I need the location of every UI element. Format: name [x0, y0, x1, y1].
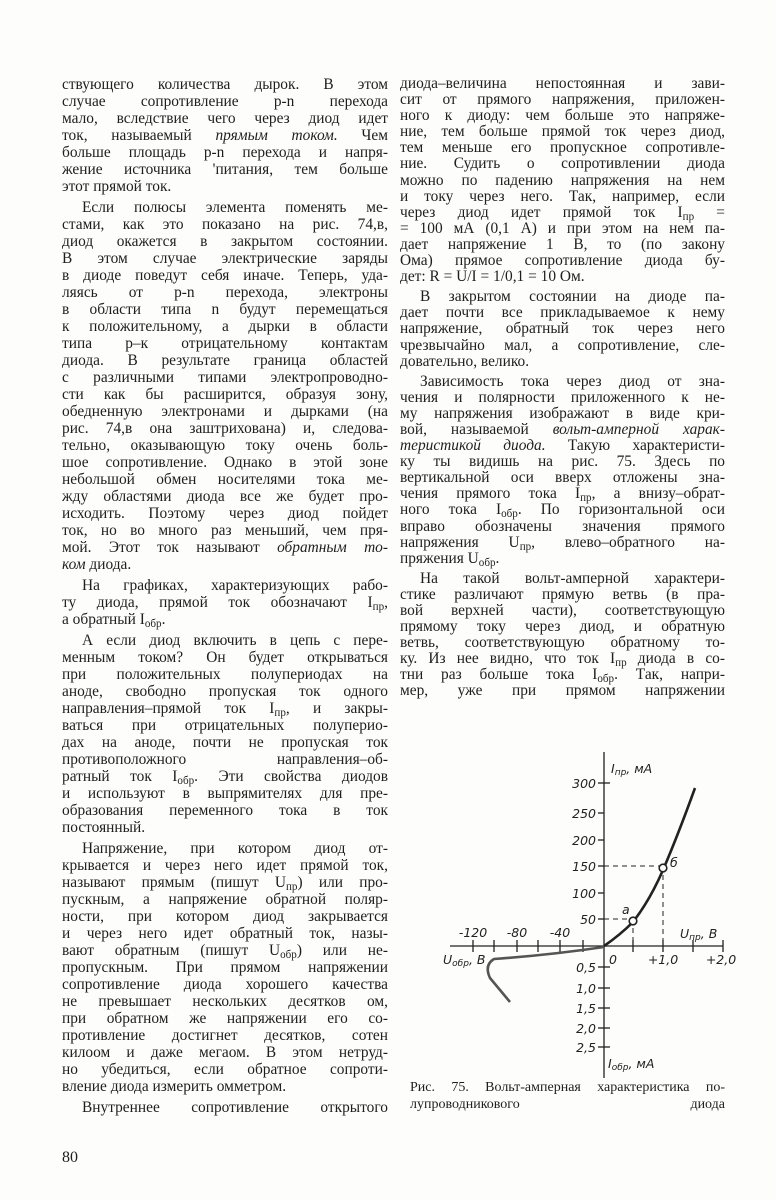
text-line — [62, 734, 388, 751]
text-line — [62, 335, 388, 352]
text-line — [400, 205, 725, 221]
text-run: образования переменного тока в ток — [62, 802, 388, 819]
paragraph — [62, 76, 388, 195]
subscript: пр — [580, 492, 592, 505]
text-run: На такой вольт-амперной характери- — [420, 569, 725, 587]
text-run: . — [495, 549, 500, 567]
text-run: ) или не- — [296, 942, 388, 959]
text-line — [62, 505, 388, 522]
text-line — [400, 470, 725, 486]
text-run: пропускным. При прямом напряжении — [62, 959, 388, 976]
text-run: сти как бы расширится, образуя зону, — [62, 386, 388, 403]
text-run: ствующего количества дырок. В этом — [62, 76, 388, 93]
text-run: ного к диоду: чем больше это напряже- — [400, 107, 725, 125]
text-line — [62, 857, 388, 874]
text-line — [400, 438, 725, 454]
text-run: . По горизонтальной оси — [517, 501, 726, 519]
text-run: мер, уже при прямом напряжении — [400, 682, 725, 700]
text-run: ветвь, соответствующую обратному то- — [400, 634, 725, 652]
x-axis-right-label: Uпр, В — [680, 926, 718, 943]
text-run: шое сопротивление. Однако в этой зоне — [62, 454, 388, 471]
text-line — [400, 485, 726, 505]
y-tick-label: 300 — [572, 776, 596, 791]
text-line — [62, 539, 388, 556]
page-number: 80 — [62, 1149, 78, 1166]
italic-term: теристикой диода. — [400, 437, 546, 455]
text-line — [62, 959, 388, 976]
subscript: обр — [177, 774, 195, 787]
text-run: вой верхней части), соответствующую — [400, 602, 725, 619]
text-line — [400, 140, 725, 156]
text-run: не превышает нескольких десятков ом, — [62, 993, 388, 1010]
text-line — [62, 161, 388, 178]
point-b-marker — [659, 864, 667, 872]
text-run: вертикальной оси вверх отложены зна- — [400, 469, 725, 487]
paragraph — [62, 199, 388, 573]
text-line — [62, 611, 388, 628]
caption-line: лупроводникового диода — [410, 1097, 725, 1112]
text-line — [400, 406, 725, 422]
text-run: диода в со- — [626, 650, 725, 668]
text-line — [62, 649, 388, 666]
text-line — [62, 556, 388, 573]
text-run: В закрытом состоянии на диоде па- — [420, 288, 725, 306]
text-run: Напряжение, при котором диод от- — [82, 840, 388, 857]
text-line — [62, 594, 388, 611]
text-line — [400, 587, 725, 603]
paragraph — [400, 571, 725, 700]
text-line — [62, 683, 388, 700]
text-run: , — [384, 594, 388, 611]
text-line — [62, 840, 388, 857]
text-line — [62, 420, 388, 437]
text-run: при положительных полупериодах на — [62, 666, 388, 683]
text-run: довательно, велико. — [400, 352, 530, 370]
text-line — [62, 666, 388, 683]
text-run: пряжения U — [400, 549, 479, 567]
y-tick-labels — [572, 776, 596, 1055]
text-line — [62, 144, 388, 161]
point-a-label: а — [622, 902, 630, 917]
text-run: му напряжения изображают в виде кри- — [400, 404, 725, 422]
text-run: напряжения U — [400, 533, 520, 551]
text-line — [62, 284, 388, 301]
text-run: обедненную электронами и дырками (на — [62, 403, 388, 420]
y-tick-label: 0,5 — [576, 960, 596, 975]
text-line — [62, 110, 388, 127]
text-line — [62, 522, 388, 539]
forward-branch-curve — [604, 788, 695, 946]
text-line — [400, 237, 725, 253]
text-run: тни раз больше тока I — [400, 666, 598, 684]
text-line — [400, 422, 725, 438]
text-run: диода–величина непостоянная и зави- — [400, 75, 725, 92]
text-line — [400, 173, 725, 189]
text-line — [62, 93, 388, 110]
text-run: мой. Этот ток называют — [62, 539, 278, 556]
text-run: ратный ток I — [62, 768, 178, 785]
y-tick-label: 2,5 — [576, 1040, 596, 1055]
text-line — [62, 802, 388, 819]
text-line — [62, 1010, 388, 1027]
text-run: противление достигнет десятков, сотен — [62, 1027, 388, 1044]
text-run: . Эти свойства диодов — [194, 768, 388, 785]
text-line — [62, 267, 388, 284]
text-line — [62, 1061, 388, 1078]
text-line — [62, 925, 388, 942]
text-line — [400, 571, 725, 587]
text-line — [400, 666, 725, 686]
text-line — [62, 993, 388, 1010]
text-line — [62, 352, 388, 369]
y-tick-label: 1,0 — [576, 981, 596, 996]
text-line — [62, 233, 388, 250]
text-run: ваться при отрицательных полуперио- — [62, 717, 388, 734]
text-run: вой, называемой — [400, 420, 553, 438]
text-line — [62, 76, 388, 93]
text-line — [400, 390, 725, 406]
text-line — [400, 108, 725, 124]
iv-characteristic-figure — [420, 740, 740, 1080]
text-run: ние, тем больше прямой ток через диод, — [400, 123, 725, 141]
text-line — [62, 577, 388, 594]
text-run: и используют в выпрямителях для пре- — [62, 785, 388, 802]
text-line — [62, 301, 388, 318]
text-run: тельно, оказывающую току очень боль- — [62, 437, 388, 454]
text-run: . — [161, 611, 166, 628]
text-line — [400, 551, 725, 567]
text-run: диод окажется в закрытом состоянии. — [62, 233, 388, 250]
text-line — [62, 1027, 388, 1044]
text-run: чрезвычайно мал, а сопротивление, сле- — [400, 336, 725, 354]
italic-term: обратным то- — [277, 539, 388, 556]
text-line — [400, 253, 725, 269]
subscript: пр — [372, 600, 385, 613]
text-line — [62, 403, 388, 420]
text-run: дет: R = U/I = 1/0,1 = 10 Ом. — [400, 268, 585, 286]
text-run: ку. Из нее видно, что ток I — [400, 650, 616, 668]
text-run: Ома) прямое сопротивление диода бу- — [400, 252, 725, 270]
text-line — [62, 1099, 388, 1116]
text-run: аноде, свободно пропуская ток одного — [62, 683, 388, 700]
text-run: с различными типами электропроводно- — [62, 369, 388, 386]
text-run: диода. В результате граница областей — [62, 352, 388, 369]
text-run: чения прямого тока I — [400, 485, 581, 503]
text-run: = 100 мА (0,1 А) и при этом на нем па- — [400, 219, 725, 237]
paragraph — [400, 374, 725, 567]
text-run: пускным, а напряжение обратной поляр- — [62, 891, 388, 908]
paragraph — [400, 289, 725, 369]
text-line — [62, 454, 388, 471]
text-line — [400, 603, 725, 619]
text-run: и току через него. Так, например, если — [400, 187, 725, 205]
text-line — [62, 874, 388, 891]
text-line — [62, 199, 388, 216]
caption-line: Рис. 75. Вольт-амперная характеристика по- — [410, 1080, 725, 1095]
text-line — [62, 1078, 388, 1095]
paragraph — [62, 1099, 388, 1116]
subscript: обр — [597, 673, 615, 686]
text-run: ляясь от p-n перехода, электроны — [62, 284, 388, 301]
text-line — [62, 318, 388, 335]
text-run: противоположного направления–об- — [62, 751, 388, 768]
text-line — [400, 535, 725, 551]
paragraph — [62, 577, 388, 628]
text-run: постоянный. — [62, 819, 146, 836]
text-line — [400, 635, 725, 651]
text-line — [400, 92, 725, 108]
text-line — [400, 501, 726, 521]
text-run: . Так, напри- — [614, 666, 725, 684]
text-run: в диоде поведут себя иначе. Теперь, уда- — [62, 267, 388, 284]
text-line — [62, 632, 388, 649]
text-run: чения и полярности приложенного к не- — [400, 388, 725, 406]
y-tick-label: 1,5 — [576, 1001, 596, 1016]
subscript: обр — [478, 556, 496, 569]
text-line — [400, 76, 725, 92]
text-line — [62, 717, 388, 734]
text-run: стике различают прямую ветвь (в пра- — [400, 585, 725, 603]
paragraph — [62, 632, 388, 836]
paragraph — [400, 76, 725, 285]
text-run: В этом случае электрические заряды — [62, 250, 388, 267]
text-line — [62, 768, 388, 785]
text-run: ного тока I — [400, 501, 502, 519]
text-line — [62, 751, 388, 768]
figure-caption — [410, 1079, 725, 1113]
text-run: сит от прямого напряжения, приложен- — [400, 91, 725, 109]
text-run: жение источника 'питания, тем больше — [62, 161, 388, 178]
text-run: диода. — [85, 556, 132, 573]
text-run: стами, как это показано на рис. 74,в, — [62, 216, 388, 233]
subscript: пр — [519, 540, 532, 553]
text-run: при обратном же напряжении его со- — [62, 1010, 388, 1027]
text-line — [62, 178, 388, 195]
text-run: Если полюсы элемента поменять ме- — [82, 199, 388, 216]
text-run: Внутреннее сопротивление открытого — [82, 1099, 388, 1116]
text-run: тем меньше его пропускное сопротивле- — [400, 139, 725, 157]
text-run: А если диод включить в цепь с пере- — [82, 632, 388, 649]
text-line — [400, 338, 725, 354]
text-run: ток, называемый — [62, 127, 216, 144]
text-run: жду областями диода все же будет про- — [62, 488, 388, 505]
x-tick-label: -80 — [506, 925, 528, 940]
text-line — [400, 650, 725, 670]
text-run: называют прямым (пишут U — [62, 874, 286, 891]
text-run: , влево–обратного на- — [531, 533, 725, 551]
text-run: ту диода, прямой ток обозначают I — [62, 594, 373, 611]
text-line — [62, 976, 388, 993]
text-run: вают обратным (пишут U — [62, 942, 281, 959]
text-line — [62, 785, 388, 802]
text-run: , а внизу–обрат- — [591, 485, 726, 503]
text-run: через диод идет прямой ток I — [400, 203, 683, 221]
text-run: вправо обозначены значения прямого — [400, 517, 725, 535]
text-line — [62, 488, 388, 505]
text-run: Зависимость тока через диод от зна- — [420, 372, 725, 390]
text-run: больше площадь p-n перехода и напря- — [62, 144, 388, 161]
text-run: типа p–к отрицательному контактам — [62, 335, 388, 352]
x-tick-label: +2,0 — [705, 952, 737, 967]
y-axis-top-label: Iпр, мА — [611, 761, 653, 778]
text-run: дает напряжение 1 В, то (по закону — [400, 235, 725, 253]
y-tick-label: 250 — [572, 806, 596, 821]
text-run: ние. Судить о сопротивлении диода — [400, 155, 725, 173]
x-tick-label: -120 — [458, 925, 488, 940]
origin-label: 0 — [609, 952, 617, 967]
y-tick-label: 50 — [580, 912, 596, 927]
text-run: а обратный I — [62, 611, 145, 628]
text-line — [400, 189, 725, 205]
text-run: менным током? Он будет открываться — [62, 649, 388, 666]
text-run: ток, но во много раз меньший, чем пря- — [62, 522, 388, 539]
right-column — [400, 76, 725, 704]
subscript: пр — [615, 657, 627, 670]
y-tick-label: 2,0 — [576, 1021, 596, 1036]
italic-term: ком — [62, 556, 86, 573]
guide-lines — [604, 866, 663, 946]
text-line — [400, 683, 725, 699]
italic-term: прямым током. — [215, 127, 338, 144]
point-b-label: б — [670, 855, 678, 870]
text-line — [62, 369, 388, 386]
text-line — [62, 908, 388, 925]
text-line — [400, 124, 725, 140]
text-run: сопротивление диода хорошего качества — [62, 976, 388, 993]
text-line — [62, 891, 388, 908]
text-run: прямому току через диод, и обратную — [400, 618, 725, 636]
x-axis-left-label: Uобр, В — [443, 952, 486, 969]
text-run: вление диода измерить омметром. — [62, 1078, 287, 1095]
text-run: но убедиться, если обратное сопроти- — [62, 1061, 388, 1078]
text-run: дах на аноде, почти не пропуская ток — [62, 734, 388, 751]
text-line — [62, 437, 388, 454]
text-run: этот прямой ток. — [62, 178, 172, 195]
text-line — [400, 454, 725, 470]
paragraph — [62, 840, 388, 1095]
text-run: ку ты видишь на рис. 75. Здесь по — [400, 453, 725, 471]
text-run: , и закры- — [285, 700, 388, 717]
text-line — [400, 321, 725, 337]
text-line — [62, 127, 388, 144]
text-run: ности, при котором диод закрывается — [62, 908, 388, 925]
italic-term: вольт-амперной харак- — [552, 420, 725, 438]
text-line — [400, 156, 725, 172]
y-tick-label: 100 — [572, 886, 596, 901]
text-line — [62, 216, 388, 233]
text-line — [62, 700, 388, 717]
subscript: обр — [144, 617, 162, 630]
text-run: случае сопротивление p-n перехода — [62, 93, 388, 110]
text-line — [400, 374, 725, 390]
text-run: к положительному, а дырки в области — [62, 318, 388, 335]
text-run: = — [694, 203, 725, 221]
text-run: Чем — [337, 127, 388, 144]
subscript: обр — [280, 948, 297, 961]
x-tick-label: +1,0 — [647, 952, 679, 967]
text-line — [62, 942, 388, 959]
text-run: Такую характеристи- — [545, 437, 725, 455]
text-line — [62, 386, 388, 403]
text-line — [62, 1044, 388, 1061]
text-run: мало, вследствие чего через диод идет — [62, 110, 388, 127]
text-line — [400, 221, 725, 237]
text-line — [62, 471, 388, 488]
text-line — [400, 519, 725, 535]
text-run: направления–прямой ток I — [62, 700, 275, 717]
subscript: пр — [285, 880, 298, 893]
text-run: крывается и через него идет прямой ток, — [62, 857, 388, 874]
y-axis-bottom-label: Iобр, мА — [608, 1056, 655, 1073]
y-tick-label: 200 — [572, 833, 596, 848]
x-tick-label: -40 — [549, 925, 571, 940]
left-column — [62, 76, 388, 1120]
text-run: и через него идет обратный ток, назы- — [62, 925, 388, 942]
text-run: в области типа n будут перемещаться — [62, 301, 388, 318]
text-run: килоом и даже мегаом. В этом нетруд- — [62, 1044, 388, 1061]
text-run: дает почти все прикладываемое к нему — [400, 304, 725, 322]
text-line — [400, 289, 725, 305]
text-line — [62, 819, 388, 836]
text-line — [400, 305, 725, 321]
y-tick-label: 150 — [572, 859, 596, 874]
text-line — [62, 250, 388, 267]
text-line — [400, 619, 725, 635]
subscript: пр — [682, 210, 695, 223]
text-run: напряжение, обратный ток через него — [400, 320, 725, 338]
text-run: можно по падению напряжения на нем — [400, 171, 725, 189]
text-run: небольшой обмен носителями тока ме- — [62, 471, 388, 488]
point-a-marker — [629, 917, 637, 925]
text-run: исходить. Поэтому через диод пойдет — [62, 505, 388, 522]
text-run: рис. 74,в она заштрихована) и, следова- — [62, 420, 388, 437]
subscript: обр — [501, 508, 518, 521]
subscript: пр — [274, 706, 286, 719]
text-run: На графиках, характеризующих рабо- — [82, 577, 388, 594]
text-line — [400, 269, 725, 285]
text-run: ) или про- — [297, 874, 388, 891]
text-line — [400, 354, 725, 370]
